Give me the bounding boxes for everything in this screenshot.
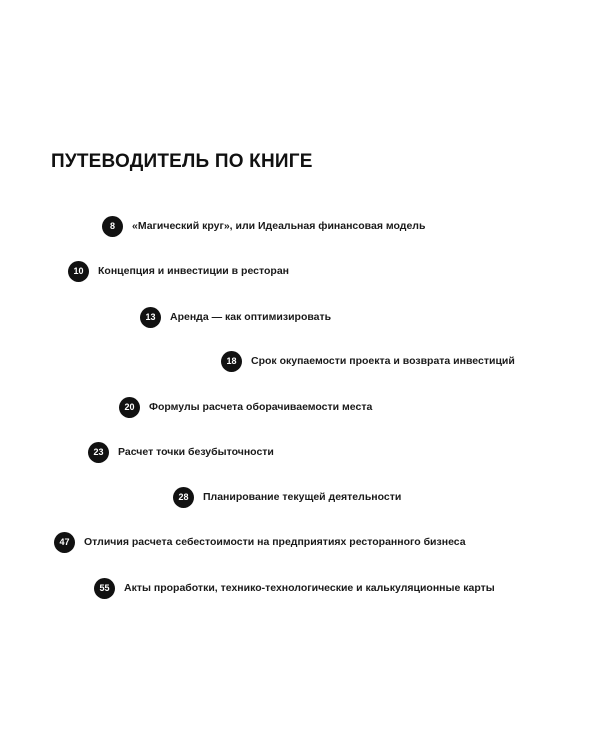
toc-entry-title: Расчет точки безубыточности — [118, 446, 274, 458]
toc-entry[interactable] — [88, 441, 274, 463]
toc-entry-title: Срок окупаемости проекта и возврата инвестиций — [251, 355, 515, 367]
page-number-badge: 8 — [102, 216, 123, 237]
toc-entry[interactable] — [140, 306, 331, 328]
toc-entry[interactable] — [102, 215, 425, 237]
page-number-badge: 20 — [119, 397, 140, 418]
page-number-badge: 28 — [173, 487, 194, 508]
page-number-badge: 18 — [221, 351, 242, 372]
toc-entry-title: Акты проработки, технико-технологические и калькуляционные карты — [124, 582, 495, 594]
toc-entry-title: Аренда — как оптимизировать — [170, 311, 332, 323]
toc-entry[interactable] — [119, 396, 372, 418]
toc-entry-title: Формулы расчета оборачиваемости места — [149, 401, 373, 413]
toc-entry[interactable] — [173, 486, 401, 508]
toc-entry[interactable] — [94, 577, 495, 599]
page-number-badge: 13 — [140, 307, 161, 328]
toc-entry-title: «Магический круг», или Идеальная финансовая модель — [132, 220, 426, 232]
toc-entry-title: Планирование текущей деятельности — [203, 491, 402, 503]
page-title: ПУТЕВОДИТЕЛЬ ПО КНИГЕ — [51, 151, 313, 172]
toc-entry-title: Отличия расчета себестоимости на предприятиях ресторанного бизнеса — [84, 536, 466, 548]
page-number-badge: 47 — [54, 532, 75, 553]
page-number-badge: 55 — [94, 578, 115, 599]
page-number-badge: 10 — [68, 261, 89, 282]
toc-entry[interactable] — [221, 350, 515, 372]
toc-entry[interactable] — [68, 260, 289, 282]
toc-entry[interactable] — [54, 531, 466, 553]
page-number-badge: 23 — [88, 442, 109, 463]
toc-entry-title: Концепция и инвестиции в ресторан — [98, 265, 289, 277]
